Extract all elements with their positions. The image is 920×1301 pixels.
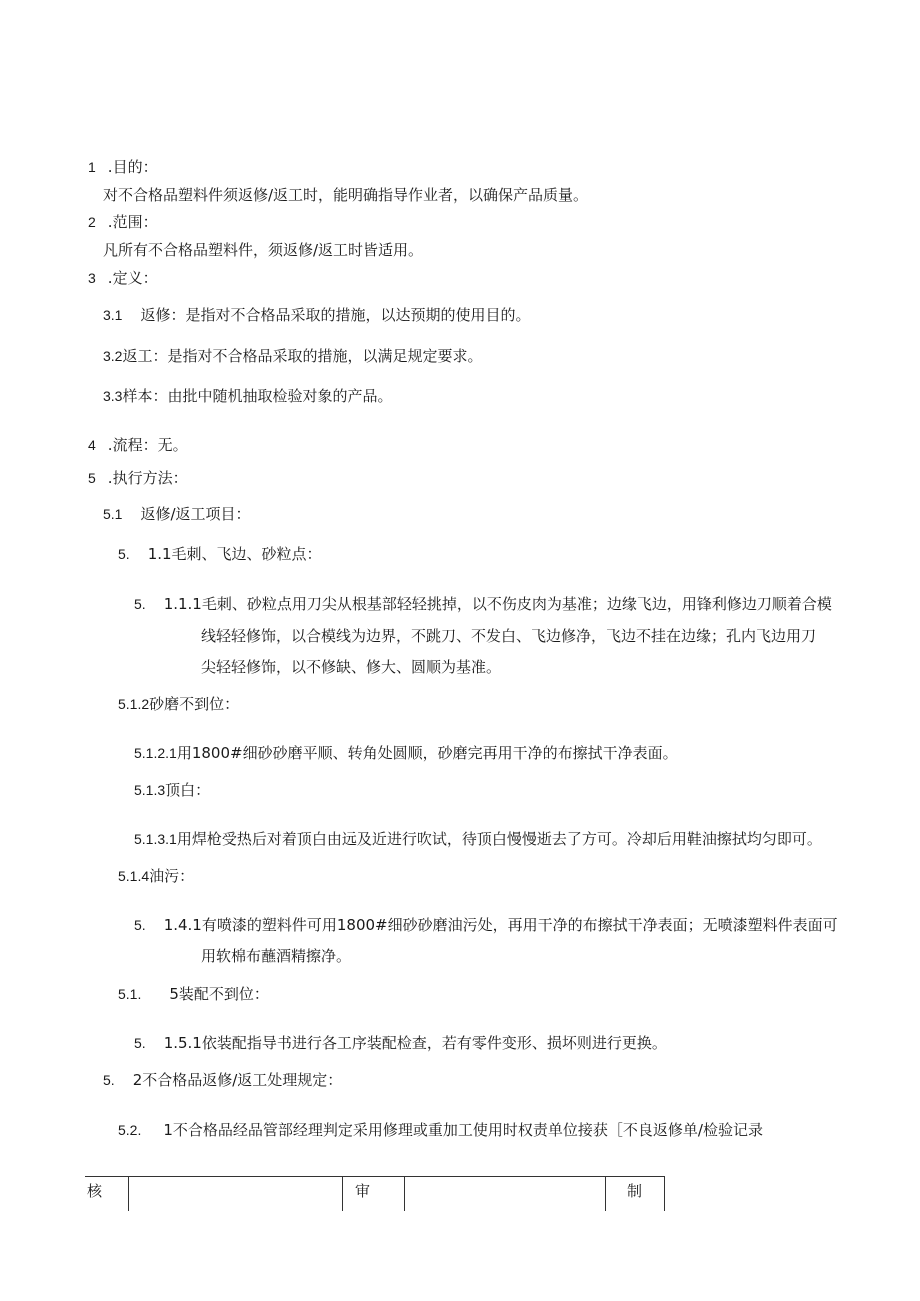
- make-label: 制: [627, 1182, 643, 1200]
- review-label: 审: [355, 1182, 371, 1200]
- item-5-1-1: 5. 1.1毛刺、飞边、砂粒点：: [118, 545, 322, 563]
- item-5-1-5-1: 5. 1.5.1依装配指导书进行各工序装配检查，若有零件变形、损坏则进行更换。: [134, 1034, 667, 1052]
- table-divider: [664, 1177, 665, 1211]
- item-5-2: 5. 2不合格品返修/返工处理规定：: [103, 1071, 343, 1089]
- heading-definitions: 3 .定义：: [88, 269, 158, 287]
- heading-purpose: 1 .目的：: [88, 158, 158, 176]
- heading-scope: 2 .范围：: [88, 213, 158, 231]
- item-5-1-3: 5.1.3顶白：: [134, 781, 211, 799]
- review-signature-cell[interactable]: [405, 1177, 605, 1211]
- definition-redo: 3.2返工：是指对不合格品采取的措施，以满足规定要求。: [103, 347, 483, 365]
- table-divider: [605, 1177, 606, 1211]
- heading-flow: 4 .流程：无。: [88, 436, 188, 454]
- item-5-1-3-1: 5.1.3.1用焊枪受热后对着顶白由远及近进行吹试，待顶白慢慢逝去了方可。冷却后用鞋油擦拭均匀即可。: [134, 830, 822, 848]
- item-5-1-4-1: 5. 1.4.1有喷漆的塑料件可用1800#细砂砂磨油污处，再用干净的布擦拭干净表面；无喷漆塑料件表面可: [134, 916, 838, 934]
- purpose-text: 对不合格品塑料件须返修/返工时，能明确指导作业者，以确保产品质量。: [103, 186, 589, 204]
- definition-sample: 3.3样本：由批中随机抽取检验对象的产品。: [103, 387, 393, 405]
- item-5-1-1-1: 5. 1.1.1毛刺、砂粒点用刀尖从根基部轻轻挑掉，以不伤皮肉为基准；边缘飞边，用锋利修边刀顺着合模: [134, 595, 832, 613]
- check-signature-cell[interactable]: [129, 1177, 342, 1211]
- sign-off-table: [85, 1176, 665, 1211]
- item-5-1: 5.1 返修/返工项目：: [103, 505, 251, 523]
- check-label: 核: [87, 1182, 103, 1200]
- scope-text: 凡所有不合格品塑料件，须返修/返工时皆适用。: [103, 241, 424, 259]
- item-5-1-5: 5.1. 5装配不到位：: [118, 985, 269, 1003]
- item-5-1-2-1: 5.1.2.1用1800#细砂砂磨平顺、转角处圆顺，砂磨完再用干净的布擦拭干净表面。: [134, 744, 678, 762]
- item-5-1-2: 5.1.2砂磨不到位：: [118, 695, 240, 713]
- heading-method: 5 .执行方法：: [88, 469, 188, 487]
- table-divider: [342, 1177, 343, 1211]
- item-5-1-4: 5.1.4油污：: [118, 867, 195, 885]
- item-5-1-1-1-cont2: 尖轻轻修饰，以不修缺、修大、圆顺为基准。: [201, 658, 502, 676]
- item-5-2-1: 5.2. 1不合格品经品管部经理判定采用修理或重加工使用时权责单位接获［不良返修单/检验记录: [118, 1121, 763, 1139]
- definition-rework: 3.1 返修：是指对不合格品采取的措施，以达预期的使用目的。: [103, 306, 531, 324]
- item-5-1-1-1-cont1: 线轻轻修饰，以合模线为边界，不跳刀、不发白、飞边修净，飞边不挂在边缘；孔内飞边用刀: [201, 627, 817, 645]
- item-5-1-4-1-cont: 用软棉布蘸酒精擦净。: [201, 947, 352, 965]
